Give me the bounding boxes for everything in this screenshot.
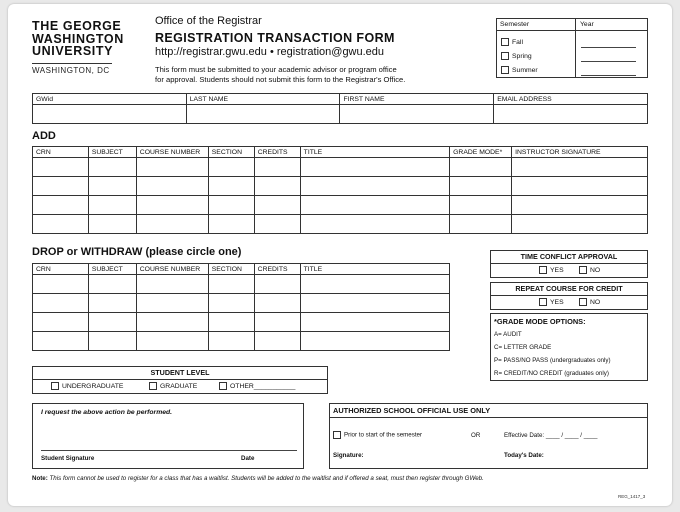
semester-spring[interactable] bbox=[501, 52, 532, 60]
prior-to-start-checkbox[interactable] bbox=[333, 431, 341, 439]
drop-cell[interactable] bbox=[208, 332, 254, 351]
drop-section-header: SECTION bbox=[208, 264, 254, 275]
add-cell[interactable] bbox=[300, 215, 449, 234]
undergraduate-label: UNDERGRADUATE bbox=[62, 382, 124, 390]
semester-label: Semester bbox=[500, 21, 530, 28]
prior-to-start-label: Prior to start of the semester bbox=[344, 431, 423, 439]
add-cell[interactable] bbox=[300, 177, 449, 196]
drop-cell[interactable] bbox=[208, 275, 254, 294]
drop-cell[interactable] bbox=[33, 313, 89, 332]
submission-note-line-2: for approval. Students should not submit this form to the Registrar's Office. bbox=[155, 75, 406, 84]
drop-cell[interactable] bbox=[33, 275, 89, 294]
table-row bbox=[33, 196, 648, 215]
drop-cell[interactable] bbox=[88, 332, 136, 351]
add-cell[interactable] bbox=[88, 196, 136, 215]
repeat-course-no-label: NO bbox=[590, 298, 601, 306]
table-row bbox=[33, 313, 450, 332]
or-label: OR bbox=[471, 432, 481, 439]
repeat-course-title: REPEAT COURSE FOR CREDIT bbox=[491, 283, 647, 296]
graduate-checkbox[interactable] bbox=[149, 382, 157, 390]
repeat-course-yes[interactable] bbox=[539, 298, 564, 306]
add-subject-header: SUBJECT bbox=[88, 147, 136, 158]
drop-cell[interactable] bbox=[33, 332, 89, 351]
add-cell[interactable] bbox=[136, 215, 208, 234]
drop-cell[interactable] bbox=[254, 332, 300, 351]
time-conflict-yes-label: YES bbox=[550, 266, 564, 274]
form-page bbox=[8, 4, 672, 506]
summer-checkbox[interactable] bbox=[501, 66, 509, 74]
time-conflict-box bbox=[490, 250, 648, 278]
gwid-header: GWid bbox=[33, 94, 187, 105]
gwid-field[interactable] bbox=[33, 105, 187, 124]
level-graduate[interactable] bbox=[149, 382, 197, 390]
drop-cell[interactable] bbox=[33, 294, 89, 313]
effective-date-field[interactable]: Effective Date: ____ / ____ / ____ bbox=[504, 432, 598, 439]
drop-subject-header: SUBJECT bbox=[88, 264, 136, 275]
official-use-box bbox=[329, 403, 648, 469]
drop-section-title: DROP or WITHDRAW (please circle one) bbox=[32, 246, 242, 258]
add-cell[interactable] bbox=[450, 196, 512, 215]
add-cell[interactable] bbox=[208, 177, 254, 196]
time-conflict-no[interactable] bbox=[579, 266, 600, 274]
drop-cell[interactable] bbox=[88, 294, 136, 313]
add-cell[interactable] bbox=[33, 158, 89, 177]
add-cell[interactable] bbox=[33, 215, 89, 234]
add-cell[interactable] bbox=[254, 177, 300, 196]
table-row bbox=[33, 294, 450, 313]
add-cell[interactable] bbox=[512, 177, 648, 196]
semester-summer[interactable] bbox=[501, 66, 538, 74]
gwu-logo bbox=[32, 20, 124, 75]
footer-note-label: Note: bbox=[32, 475, 48, 482]
student-info-table bbox=[32, 93, 648, 124]
grade-mode-pass-no-pass: P= PASS/NO PASS (undergraduates only) bbox=[494, 357, 611, 364]
add-grade-mode-header: GRADE MODE* bbox=[450, 147, 512, 158]
todays-date-label: Today's Date: bbox=[504, 452, 544, 459]
add-cell[interactable] bbox=[450, 177, 512, 196]
last-name-header: LAST NAME bbox=[186, 94, 340, 105]
level-undergraduate[interactable] bbox=[51, 382, 123, 390]
drop-cell[interactable] bbox=[136, 313, 208, 332]
year-line-summer[interactable] bbox=[581, 75, 636, 76]
repeat-course-box bbox=[490, 282, 648, 310]
add-cell[interactable] bbox=[88, 158, 136, 177]
grade-mode-audit: A= AUDIT bbox=[494, 331, 522, 338]
student-signature-label: Student Signature bbox=[41, 455, 95, 462]
term-column-rule bbox=[575, 19, 576, 77]
email-field[interactable] bbox=[494, 105, 648, 124]
drop-cell[interactable] bbox=[254, 313, 300, 332]
grade-mode-letter: C= LETTER GRADE bbox=[494, 344, 552, 351]
add-cell[interactable] bbox=[512, 215, 648, 234]
add-section-title: ADD bbox=[32, 130, 56, 142]
level-other[interactable] bbox=[219, 382, 295, 390]
undergraduate-checkbox[interactable] bbox=[51, 382, 59, 390]
drop-cell[interactable] bbox=[136, 275, 208, 294]
grade-mode-options-box bbox=[490, 313, 648, 381]
student-level-box bbox=[32, 366, 328, 394]
time-conflict-yes[interactable] bbox=[539, 266, 564, 274]
time-conflict-no-label: NO bbox=[590, 266, 601, 274]
add-section-header: SECTION bbox=[208, 147, 254, 158]
add-course-number-header: COURSE NUMBER bbox=[136, 147, 208, 158]
footer-note bbox=[32, 475, 612, 482]
add-cell[interactable] bbox=[136, 177, 208, 196]
drop-cell[interactable] bbox=[300, 332, 449, 351]
add-cell[interactable] bbox=[136, 196, 208, 215]
logo-line-3: UNIVERSITY bbox=[32, 44, 114, 58]
first-name-header: FIRST NAME bbox=[340, 94, 494, 105]
add-cell[interactable] bbox=[300, 158, 449, 177]
drop-title-header: TITLE bbox=[300, 264, 449, 275]
grade-mode-options-title: *GRADE MODE OPTIONS: bbox=[494, 317, 586, 326]
add-cell[interactable] bbox=[254, 215, 300, 234]
logo-divider bbox=[32, 63, 112, 64]
graduate-label: GRADUATE bbox=[160, 382, 198, 390]
drop-cell[interactable] bbox=[136, 294, 208, 313]
footer-note-text: This form cannot be used to register for a class that has a waitlist. Students will be added to the waitlist and if offered a seat, must then register through GWeb. bbox=[47, 475, 484, 482]
student-signature-line[interactable] bbox=[41, 450, 297, 451]
table-row bbox=[33, 177, 648, 196]
add-credits-header: CREDITS bbox=[254, 147, 300, 158]
logo-line-2: WASHINGTON bbox=[32, 31, 124, 46]
add-instructor-signature-header: INSTRUCTOR SIGNATURE bbox=[512, 147, 648, 158]
add-cell[interactable] bbox=[208, 196, 254, 215]
office-name: Office of the Registrar bbox=[155, 15, 262, 27]
add-cell[interactable] bbox=[512, 196, 648, 215]
add-cell[interactable] bbox=[33, 177, 89, 196]
repeat-course-no[interactable] bbox=[579, 298, 600, 306]
official-use-title: AUTHORIZED SCHOOL OFFICIAL USE ONLY bbox=[333, 406, 491, 415]
semester-fall[interactable] bbox=[501, 38, 523, 46]
drop-cell[interactable] bbox=[254, 275, 300, 294]
table-row bbox=[33, 215, 648, 234]
grade-mode-credit-no-credit: R= CREDIT/NO CREDIT (graduates only) bbox=[494, 370, 609, 377]
year-line-fall[interactable] bbox=[581, 47, 636, 48]
add-cell[interactable] bbox=[450, 215, 512, 234]
drop-cell[interactable] bbox=[136, 332, 208, 351]
add-crn-header: CRN bbox=[33, 147, 89, 158]
logo-line-1: THE GEORGE bbox=[32, 19, 122, 33]
drop-table bbox=[32, 263, 450, 351]
submission-note bbox=[155, 65, 405, 85]
add-cell[interactable] bbox=[450, 158, 512, 177]
form-code: REG_1417_3 bbox=[618, 494, 646, 499]
first-name-field[interactable] bbox=[340, 105, 494, 124]
add-cell[interactable] bbox=[88, 215, 136, 234]
date-label: Date bbox=[241, 455, 255, 462]
prior-to-start-option[interactable] bbox=[333, 431, 422, 439]
registrar-contact: http://registrar.gwu.edu • registration@gwu.edu bbox=[155, 46, 385, 58]
drop-cell[interactable] bbox=[208, 294, 254, 313]
form-title: REGISTRATION TRANSACTION FORM bbox=[155, 31, 395, 45]
add-cell[interactable] bbox=[254, 196, 300, 215]
table-row bbox=[33, 158, 648, 177]
request-statement: I request the above action be performed. bbox=[41, 409, 173, 416]
summer-label: Summer bbox=[512, 66, 538, 74]
drop-cell[interactable] bbox=[208, 313, 254, 332]
student-level-title: STUDENT LEVEL bbox=[33, 367, 327, 380]
term-box bbox=[496, 18, 648, 78]
year-line-spring[interactable] bbox=[581, 61, 636, 62]
submission-note-line-1: This form must be submitted to your academic advisor or program office bbox=[155, 65, 397, 74]
add-cell[interactable] bbox=[208, 215, 254, 234]
table-row bbox=[33, 275, 450, 294]
fall-label: Fall bbox=[512, 38, 523, 46]
logo-subtitle: WASHINGTON, DC bbox=[32, 65, 110, 75]
repeat-course-no-checkbox[interactable] bbox=[579, 298, 587, 306]
drop-cell[interactable] bbox=[300, 294, 449, 313]
official-title-rule bbox=[330, 417, 647, 418]
fall-checkbox[interactable] bbox=[501, 38, 509, 46]
add-table bbox=[32, 146, 648, 234]
drop-credits-header: CREDITS bbox=[254, 264, 300, 275]
other-checkbox[interactable] bbox=[219, 382, 227, 390]
year-label: Year bbox=[580, 21, 594, 28]
other-label: OTHER___________ bbox=[230, 382, 296, 390]
term-header-rule bbox=[497, 30, 647, 31]
time-conflict-title: TIME CONFLICT APPROVAL bbox=[491, 251, 647, 264]
time-conflict-no-checkbox[interactable] bbox=[579, 266, 587, 274]
spring-checkbox[interactable] bbox=[501, 52, 509, 60]
add-cell[interactable] bbox=[254, 158, 300, 177]
drop-cell[interactable] bbox=[254, 294, 300, 313]
time-conflict-yes-checkbox[interactable] bbox=[539, 266, 547, 274]
drop-cell[interactable] bbox=[300, 275, 449, 294]
email-header: EMAIL ADDRESS bbox=[494, 94, 648, 105]
table-row bbox=[33, 332, 450, 351]
drop-cell[interactable] bbox=[88, 313, 136, 332]
spring-label: Spring bbox=[512, 52, 532, 60]
student-signature-box bbox=[32, 403, 304, 469]
drop-cell[interactable] bbox=[300, 313, 449, 332]
add-cell[interactable] bbox=[88, 177, 136, 196]
add-title-header: TITLE bbox=[300, 147, 449, 158]
repeat-course-yes-checkbox[interactable] bbox=[539, 298, 547, 306]
add-cell[interactable] bbox=[208, 158, 254, 177]
add-cell[interactable] bbox=[300, 196, 449, 215]
official-signature-label: Signature: bbox=[333, 452, 364, 459]
drop-crn-header: CRN bbox=[33, 264, 89, 275]
drop-cell[interactable] bbox=[88, 275, 136, 294]
drop-course-number-header: COURSE NUMBER bbox=[136, 264, 208, 275]
repeat-course-yes-label: YES bbox=[550, 298, 564, 306]
last-name-field[interactable] bbox=[186, 105, 340, 124]
add-cell[interactable] bbox=[33, 196, 89, 215]
add-cell[interactable] bbox=[136, 158, 208, 177]
add-cell[interactable] bbox=[512, 158, 648, 177]
